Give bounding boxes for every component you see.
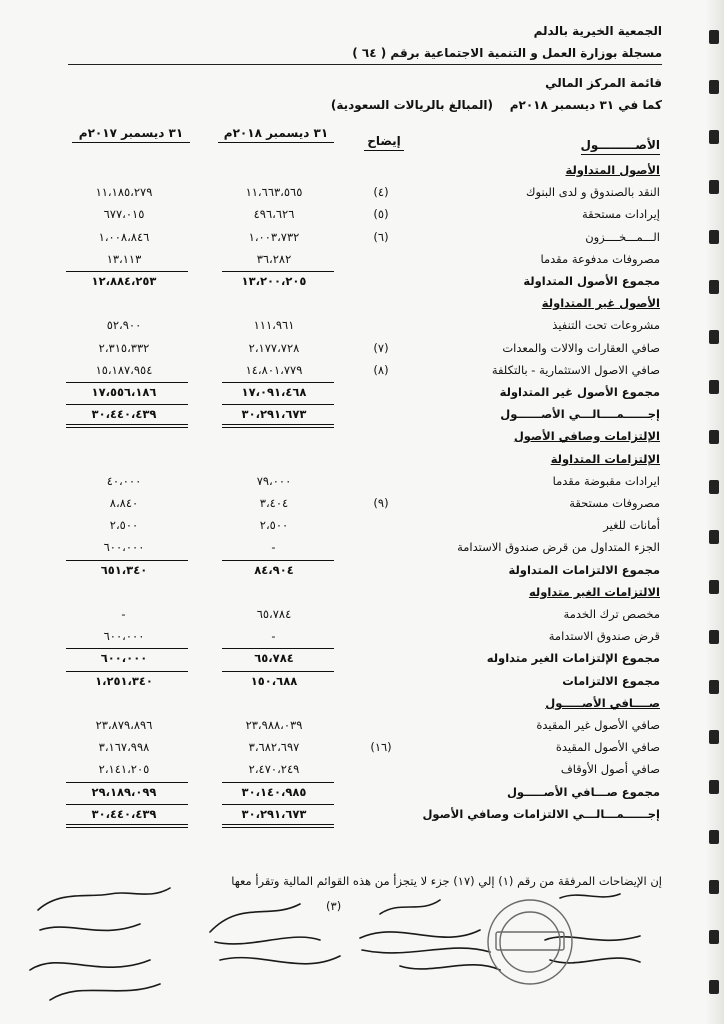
total-rule: [222, 404, 334, 405]
total-rule: [222, 648, 334, 649]
row-label: مخصص ترك الخدمة: [563, 607, 660, 621]
value-2018: ١١١،٩٦١: [253, 318, 295, 332]
value-2018: ١٣،٢٠٠،٢٠٥: [241, 274, 307, 288]
row-label: مصروفات مستحقة: [569, 496, 660, 510]
row-note-ref: (٤): [373, 185, 389, 199]
value-2017: ١٢،٨٨٤،٢٥٣: [91, 274, 157, 288]
row-note-ref: (٨): [373, 363, 389, 377]
value-2017: ١٧،٥٥٦،١٨٦: [91, 385, 157, 399]
total-rule: [66, 782, 188, 783]
row-label: مجموع صـــافي الأصـــــول: [506, 785, 660, 799]
row-note-ref: (٧): [373, 341, 389, 355]
row-label: صافي الأصول المقيدة: [555, 740, 660, 754]
row-label: النقد بالصندوق و لدى البنوك: [526, 185, 660, 199]
signature-2: [210, 904, 340, 964]
value-2017: ٤٠،٠٠٠: [106, 474, 142, 488]
binding-hole: [709, 880, 719, 894]
statement-row: [0, 404, 724, 426]
signature-4: [545, 894, 640, 963]
statement-row: [0, 715, 724, 737]
total-rule: [222, 804, 334, 805]
binding-hole: [709, 680, 719, 694]
statement-row: [0, 493, 724, 515]
statement-row: [0, 693, 724, 715]
value-2018: ١١،٦٦٣،٥٦٥: [245, 185, 303, 199]
value-2017: ٢٩،١٨٩،٠٩٩: [91, 785, 157, 799]
value-2018: ٢٣،٩٨٨،٠٣٩: [245, 718, 303, 732]
as-of-line: [331, 98, 662, 112]
statement-row: [0, 271, 724, 293]
grand-total-underline: [222, 424, 334, 425]
value-2018: ٢،١٧٧،٧٢٨: [248, 341, 300, 355]
value-2017: ٦٠٠،٠٠٠: [103, 540, 145, 554]
value-2018: ٤٩٦،٦٢٦: [253, 207, 295, 221]
row-label: صافي الاصول الاستثمارية - بالتكلفة: [491, 363, 660, 377]
statement-row: [0, 315, 724, 337]
row-label: صافي أصول الأوقاف: [560, 762, 660, 776]
binding-hole: [709, 330, 719, 344]
binding-hole: [709, 230, 719, 244]
row-label: إجــــــمـــالـــي الالتزامات وصافي الأصول: [422, 807, 660, 821]
value-2017: ٦٠٠،٠٠٠: [100, 651, 148, 665]
statement-row: [0, 782, 724, 804]
row-label: مجموع الالتزامات المتداولة: [508, 563, 660, 577]
value-2017: ٦٧٧،٠١٥: [103, 207, 145, 221]
value-2018: ٣٠،٢٩١،٦٧٣: [241, 807, 307, 821]
value-2018: -: [271, 629, 277, 643]
statement-row: [0, 227, 724, 249]
value-2017: ٢،١٤١،٢٠٥: [98, 762, 150, 776]
grand-total-underline: [66, 824, 188, 825]
value-2018: ٢،٥٠٠: [259, 518, 289, 532]
value-2017: ٢٣،٨٧٩،٨٩٦: [95, 718, 153, 732]
statement-row: [0, 671, 724, 693]
total-rule: [222, 271, 334, 272]
row-label: الـــمـــخــــزون: [585, 230, 660, 244]
statement-row: [0, 293, 724, 315]
header-rule: [68, 64, 662, 65]
row-label: الأصول المتداولة: [565, 163, 660, 177]
col-description-header: الأصـــــــــول: [581, 138, 661, 155]
value-2017: ٥٢،٩٠٠: [106, 318, 142, 332]
stamp-seal: [488, 900, 572, 984]
value-2018: ١٧،٠٩١،٤٦٨: [241, 385, 307, 399]
binding-hole: [709, 30, 719, 44]
total-rule: [66, 648, 188, 649]
col-2017-header: ٣١ ديسمبر ٢٠١٧م: [72, 126, 190, 143]
statement-row: [0, 804, 724, 826]
row-label: قرض صندوق الاستدامة: [548, 629, 660, 643]
row-label: الأصول غير المتداولة: [541, 296, 660, 310]
statement-title: قائمة المركز المالي: [545, 76, 662, 90]
binding-hole: [709, 180, 719, 194]
binding-hole: [709, 530, 719, 544]
statement-row: [0, 759, 724, 781]
grand-total-underline: [222, 827, 334, 828]
currency-note: (المبالغ بالريالات السعودية): [330, 98, 493, 112]
binding-hole: [709, 430, 719, 444]
binding-hole: [709, 280, 719, 294]
binding-hole: [709, 380, 719, 394]
statement-row: [0, 626, 724, 648]
binding-hole: [709, 480, 719, 494]
value-2018: ٣٠،٢٩١،٦٧٣: [241, 407, 307, 421]
statement-row: [0, 537, 724, 559]
row-note-ref: (٦): [373, 230, 389, 244]
binding-hole: [709, 630, 719, 644]
row-label: الإلتزامات المتداولة: [550, 452, 660, 466]
row-label: صــــافي الأصـــــول: [545, 696, 660, 710]
statement-row: [0, 582, 724, 604]
total-rule: [222, 560, 334, 561]
footnote: إن الإيضاحات المرفقة من رقم (١) إلي (١٧) جزء لا يتجزأ من هذه القوائم المالية وتقرأ معها: [231, 874, 662, 888]
binding-hole: [709, 780, 719, 794]
binding-hole: [709, 130, 719, 144]
value-2017: ٣،١٦٧،٩٩٨: [98, 740, 150, 754]
total-rule: [222, 782, 334, 783]
total-rule: [66, 560, 188, 561]
row-label: مجموع الأصول المتداولة: [523, 274, 660, 288]
row-label: إيرادات مستحقة: [581, 207, 660, 221]
binding-hole: [709, 730, 719, 744]
row-label: الإلتزامات وصافي الأصول: [513, 429, 660, 443]
statement-row: [0, 204, 724, 226]
value-2017: ١٥،١٨٧،٩٥٤: [95, 363, 153, 377]
total-rule: [66, 271, 188, 272]
row-label: ايرادات مقبوضة مقدما: [552, 474, 660, 488]
statement-row: [0, 471, 724, 493]
row-label: مشروعات تحت التنفيذ: [552, 318, 660, 332]
row-label: صافي الأصول غير المقيدة: [536, 718, 660, 732]
value-2017: -: [121, 607, 127, 621]
signatures-and-stamp: [0, 880, 706, 1024]
value-2018: ٣،٤٠٤: [259, 496, 289, 510]
row-note-ref: (١٦): [370, 740, 392, 754]
total-rule: [222, 382, 334, 383]
value-2017: ٣٠،٤٤٠،٤٣٩: [91, 807, 157, 821]
statement-row: [0, 426, 724, 448]
value-2018: ٨٤،٩٠٤: [254, 563, 294, 577]
row-note-ref: (٥): [373, 207, 389, 221]
row-note-ref: (٩): [373, 496, 389, 510]
registration-line: مسجلة بوزارة العمل و التنمية الاجتماعية برقم ( ٦٤ ): [352, 46, 662, 60]
grand-total-underline: [66, 827, 188, 828]
row-label: الالتزامات الغير متداوله: [528, 585, 660, 599]
value-2018: -: [271, 540, 277, 554]
binding-hole: [709, 830, 719, 844]
value-2018: ٦٥،٧٨٤: [254, 651, 294, 665]
value-2017: ٢،٣١٥،٣٣٢: [98, 341, 150, 355]
row-label: مصروفات مدفوعة مقدما: [540, 252, 660, 266]
row-label: الجزء المتداول من قرض صندوق الاستدامة: [457, 540, 660, 554]
statement-row: [0, 160, 724, 182]
value-2018: ١٥٠،٦٨٨: [250, 674, 298, 688]
total-rule: [66, 671, 188, 672]
statement-row: [0, 382, 724, 404]
row-label: مجموع الالتزامات: [562, 674, 660, 688]
row-label: مجموع الإلتزامات الغير متداوله: [486, 651, 660, 665]
binding-hole: [709, 80, 719, 94]
value-2017: ١،٢٥١،٣٤٠: [95, 674, 153, 688]
value-2017: ٣٠،٤٤٠،٤٣٩: [91, 407, 157, 421]
total-rule: [222, 671, 334, 672]
value-2018: ١٤،٨٠١،٧٧٩: [245, 363, 303, 377]
total-rule: [66, 804, 188, 805]
statement-row: [0, 648, 724, 670]
signature-1: [30, 888, 170, 1000]
value-2018: ١،٠٠٣،٧٣٢: [248, 230, 300, 244]
binding-hole: [709, 980, 719, 994]
grand-total-underline: [222, 824, 334, 825]
value-2018: ٣٦،٢٨٢: [256, 252, 292, 266]
statement-row: [0, 515, 724, 537]
binding-hole: [709, 580, 719, 594]
value-2017: ١١،١٨٥،٢٧٩: [95, 185, 153, 199]
row-label: صافي العقارات والالات والمعدات: [502, 341, 660, 355]
statement-row: [0, 360, 724, 382]
value-2017: ١٣،١١٣: [106, 252, 142, 266]
value-2017: ٦٠٠،٠٠٠: [103, 629, 145, 643]
statement-row: [0, 737, 724, 759]
value-2018: ٣٠،١٤٠،٩٨٥: [241, 785, 307, 799]
value-2018: ٢،٤٧٠،٢٤٩: [248, 762, 300, 776]
total-rule: [66, 382, 188, 383]
page-number: (٣): [326, 899, 342, 913]
statement-row: [0, 560, 724, 582]
statement-row: [0, 604, 724, 626]
grand-total-underline: [66, 424, 188, 425]
signature-3: [360, 900, 500, 970]
statement-row: [0, 338, 724, 360]
row-label: مجموع الأصول غير المتداولة: [499, 385, 660, 399]
value-2018: ٣،٦٨٢،٦٩٧: [248, 740, 300, 754]
statement-row: [0, 249, 724, 271]
org-name: الجمعية الخيرية بالدلم: [533, 24, 662, 38]
value-2017: ٢،٥٠٠: [109, 518, 139, 532]
as-of-date: كما في ٣١ ديسمبر ٢٠١٨م: [509, 98, 662, 112]
row-label: أمانات للغير: [603, 518, 660, 532]
statement-row: [0, 182, 724, 204]
value-2018: ٧٩،٠٠٠: [256, 474, 292, 488]
row-label: إجــــــمــــالـــي الأصــــــول: [500, 407, 660, 421]
value-2017: ٨،٨٤٠: [109, 496, 139, 510]
statement-row: [0, 449, 724, 471]
binding-hole: [709, 930, 719, 944]
value-2017: ١،٠٠٨،٨٤٦: [98, 230, 150, 244]
value-2018: ٦٥،٧٨٤: [256, 607, 292, 621]
value-2017: ٦٥١،٣٤٠: [100, 563, 148, 577]
col-note-header: إيضاح: [364, 134, 404, 151]
col-2018-header: ٣١ ديسمبر ٢٠١٨م: [218, 126, 334, 143]
total-rule: [66, 404, 188, 405]
